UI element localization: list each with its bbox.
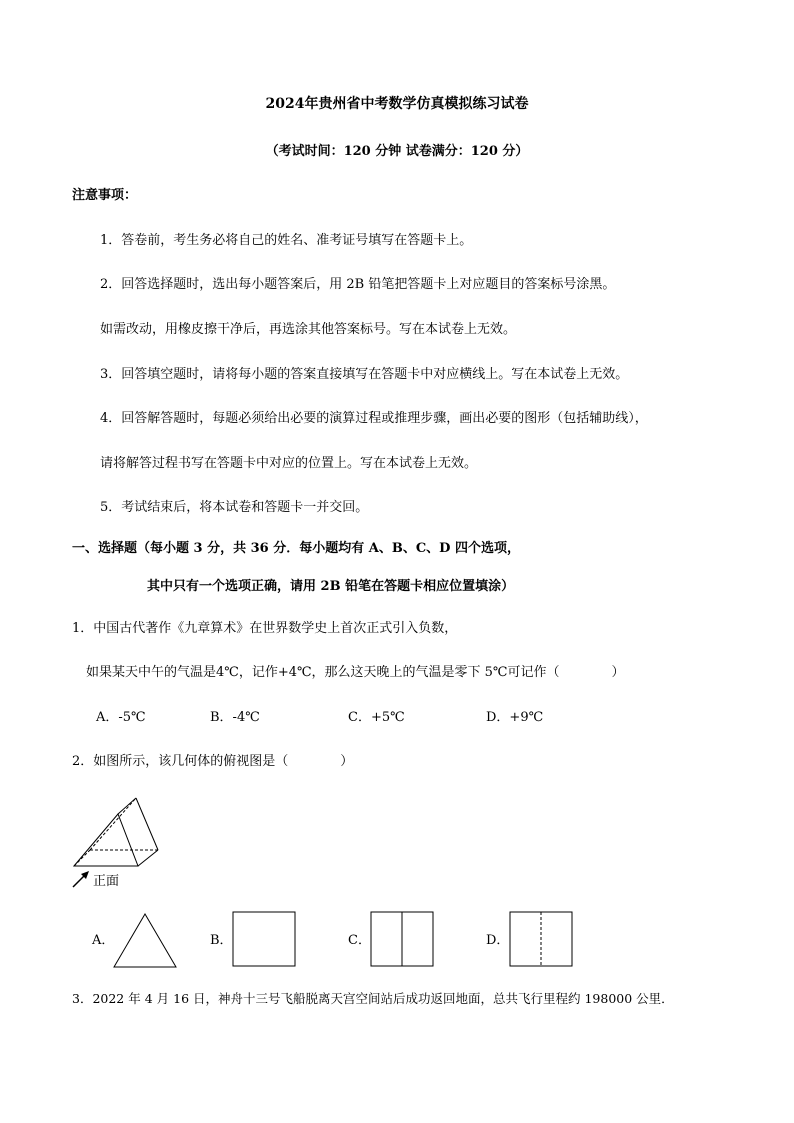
arrow-icon [70,868,92,890]
section-instruction: 其中只有一个选项正确，请用 2B 铅笔在答题卡相应位置填涂） [147,579,515,594]
q2-option-a-triangle [113,913,179,969]
note-item: 请将解答过程书写在答题卡中对应的位置上。写在本试卷上无效。 [100,456,478,471]
q2-option-b-label: B． [210,933,233,948]
q2-option-a-label: A． [92,933,115,948]
question-1-stem: 1．中国古代著作《九章算术》在世界数学史上首次正式引入负数， [72,621,458,636]
note-item: 5．考试结束后，将本试卷和答题卡一并交回。 [100,500,369,515]
q2-option-c-label: C． [348,933,371,948]
question-2-stem: 2．如图所示，该几何体的俯视图是（ ） [72,754,354,769]
q2-option-c-rectangle [370,911,434,967]
note-item: 3．回答填空题时，请将每小题的答案直接填写在答题卡中对应横线上。写在本试卷上无效。 [100,367,629,382]
q1-option-a: A．-5℃ [96,710,146,725]
q2-option-d-label: D． [486,933,510,948]
prism-figure [60,790,170,870]
section-heading: 一、选择题（每小题 3 分，共 36 分．每小题均有 A、B、C、D 四个选项， [72,541,520,556]
q2-option-b-rectangle [232,911,296,967]
exam-subtitle: （考试时间：120 分钟 试卷满分：120 分） [265,144,529,159]
notes-heading: 注意事项： [72,188,138,203]
q2-option-d-rectangle [509,911,573,967]
question-1-stem-2: 如果某天中午的气温是4℃，记作+4℃，那么这天晚上的气温是零下 5℃可记作（ ） [86,665,625,680]
q1-option-d: D．+9℃ [486,710,544,725]
note-item: 如需改动，用橡皮擦干净后，再选涂其他答案标号。写在本试卷上无效。 [100,322,517,337]
front-label: 正面 [93,874,120,889]
question-3-stem: 3．2022 年 4 月 16 日，神舟十三号飞船脱离天宫空间站后成功返回地面，总共飞行里程约 198000 公里． [72,991,674,1006]
note-item: 1．答卷前，考生务必将自己的姓名、准考证号填写在答题卡上。 [100,233,473,248]
q1-option-c: C．+5℃ [348,710,405,725]
note-item: 4．回答解答题时，每题必须给出必要的演算过程或推理步骤，画出必要的图形（包括辅助线）， [100,411,648,426]
exam-title: 2024年贵州省中考数学仿真模拟练习试卷 [265,96,529,112]
q1-option-b: B．-4℃ [210,710,260,725]
note-item: 2．回答选择题时，选出每小题答案后，用 2B 铅笔把答题卡上对应题目的答案标号涂黑。 [100,277,616,292]
